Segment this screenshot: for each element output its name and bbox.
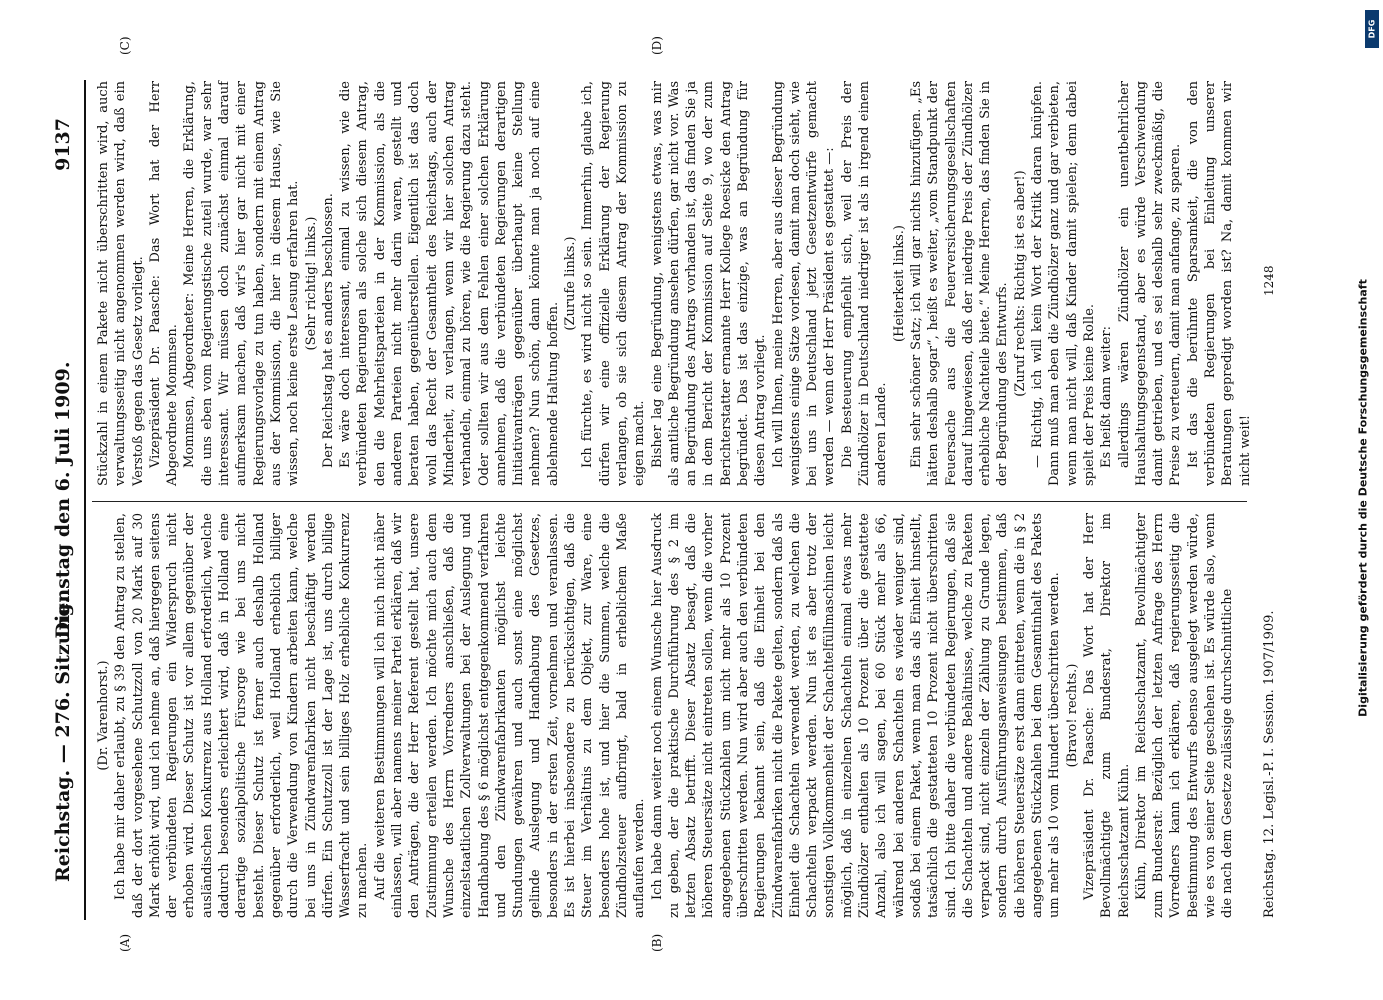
paragraph: Bisher lag eine Begründung, wenigstens etwas, was mir als amtliche Begründung ansehen dürfen, gar nicht vor. Was an Begründung des Antrags vorhanden ist, das finden Sie ja in dem Bericht der Kommission auf Seite 9, wo der zum Berichterstatter ernannte Herr Kollege Roesicke den Antrag begründet. Das ist das einzige, was an Begründung für diesen Antrag vorliegt. [649, 81, 769, 486]
paragraph: Vizepräsident Dr. Paasche: Das Wort hat der Herr Bevollmächtigte zum Bundesrat, Direktor im Reichsschatzamt Kühn. [1081, 513, 1132, 918]
quote: allerdings wären Zündhölzer ein unentbehrlicher Haushaltungsgegenstand, aber es würde Verschwendung damit getrieben, und es sei deshalb sehr zweckmäßig, die Preise zu verteuern, damit man anfange, zu sparen. [1116, 81, 1184, 486]
margin-mark-c: (C) [118, 36, 132, 55]
digitization-credit [1348, 8, 1378, 988]
paragraph: Ich fürchte, es wird nicht so sein. Immerhin, glaube ich, dürfen wir eine offizielle Erklärung der Regierung verlangen, ob sie sich diesem Antrag der Kommission zu eigen macht. [580, 81, 648, 486]
interjection: (Bravo! rechts.) [1064, 663, 1080, 768]
page-number: 9137 [52, 118, 74, 171]
running-head-left: Reichstag. — 276. Sitzung. [52, 596, 74, 882]
paragraph: Der Reichstag hat es anders beschlossen. [320, 193, 336, 468]
interjection: (Sehr richtig! links.) [303, 216, 319, 351]
dfg-logo [1365, 10, 1379, 48]
paragraph: Es heißt dann weiter: [1099, 326, 1115, 468]
paragraph: Ich habe mir daher erlaubt, zu § 39 den Antrag zu stellen, daß der dort vorgesehene Schutzzoll von 20 Mark auf 30 Mark erhöht wird, und ich nehme an, daß hiergegen seitens der verbündeten Regierungen ein Widerspruch nicht erhoben wird. Dieser Schutz ist vor allem gegenüber der ausländischen Konkurrenz aus Holland erforderlich, welche dadurch besonders erleichtert wird, daß in Holland eine derartige sozialpolitische Fürsorge wie bei uns nicht besteht. Dieser Schutz ist ferner auch deshalb Holland gegenüber erforderlich, weil Holland erheblich billiger durch die Verwendung von Kindern arbeiten kann, welche bei uns in Zündwarenfabriken nicht beschäftigt werden dürfen. Ein Schutzzoll ist der Lage ist, uns durch billige Wasserfracht und sein billiges Holz erhebliche Konkurrenz zu machen. [113, 513, 371, 918]
paragraph: Ein sehr schöner Satz; ich will gar nichts hinzufügen. „Es hätten deshalb sogar“, heißt es weiter, „vom Standpunkt der Feuersache aus die Feuerversicherungsgesellschaften darauf hingewiesen, daß der niedrige Preis der Zündhölzer erhebliche Nachteile biete.“ Meine Herren, das finden Sie in der Begründung des Entwurfs. [908, 81, 1011, 486]
margin-mark-a: (A) [118, 933, 132, 952]
speaker-note: (Dr. Varenhorst.) [96, 660, 111, 771]
interjection: (Zurufe links.) [563, 236, 579, 331]
paragraph: Stückzahl in einem Pakete nicht überschritten wird, auch verwaltungsseitig nicht angenommen werden wird, daß ein Verstoß gegen das Gesetz vorliegt. [96, 81, 146, 486]
paragraph: Mommsen, Abgeordneter: Meine Herren, die Erklärung, die uns eben vom Regierungstische zuteil wurde, war sehr interessant. Wir müssen doch zunächst einmal darauf aufmerksam machen, daß wir's hier gar nicht mit einer Regierungsvorlage zu tun haben, sondern mit einem Antrag aus der Kommission, die hier in diesem Hause, wie Sie wissen, noch keine erste Lesung erfahren hat. [182, 81, 302, 486]
paragraph: Ich habe dann weiter noch einem Wunsche hier Ausdruck zu geben, der die praktische Durchführung des § 2 im letzten Absatz betrifft. Dieser Absatz besagt, daß die höheren Steuersätze nicht eintreten sollen, wenn die vorher angegebenen Stückzahlen um nicht mehr als 10 Prozent überschritten werden. Nun wird aber auch den verbündeten Regierungen bekannt sein, daß die Einheit bei den Zündwarenfabriken nicht die Pakete gelten, sondern daß als Einheit die Schachteln verwendet werden, zu welchen die Schachteln verpackt werden. Nun ist es aber trotz der sonstigen Vollkommenheit der Schachtelfüllmaschinen leicht möglich, daß in einzelnen Schachteln einmal etwas mehr Zündhölzer enthalten als 10 Prozent über die gestattete Anzahl, also ich will sagen, bei 60 Stück mehr als 66, während bei anderen Schachteln es wieder weniger sind, sodaß bei einem Paket, wenn man das als Einheit hinstellt, tatsächlich die gestatteten 10 Prozent nicht überschritten sind. Ich bitte daher die verbündeten Regierungen, daß sie die Schachteln und andere Behältnisse, welche zu Paketen verpackt sind, nicht einzeln der Zählung zu Grunde legen, sondern durch Ausführungsanweisungen bestimmen, daß die höheren Steuersätze erst dann eintreten, wenn die in § 2 angegebenen Stückzahlen bei dem Gesamtinhalt des Pakets um mehr als 10 vom Hundert überschritten werden. [649, 513, 1063, 918]
paragraph: — Richtig, ich will kein Wort der Kritik daran knüpfen. Dann muß man eben die Zündhölzer ganz und gar verbieten, wenn man nicht will, daß Kinder damit spielen; denn dabei spielt der Preis keine Rolle. [1030, 81, 1097, 486]
paragraph: Vizepräsident Dr. Paasche: Das Wort hat der Herr Abgeordnete Mommsen. [147, 81, 181, 486]
signature-mark: 1248 [1262, 265, 1276, 296]
paragraph: Ich will Ihnen, meine Herren, aber aus dieser Begründung wenigstens einige Sätze vorlesen, damit man doch sieht, wie bei uns in Deutschland jetzt Gesetzentwürfe gemacht werden — wenn der Herr Präsident es gestattet —: [770, 81, 838, 486]
footer-session: Reichstag. 12. Legisl.-P. I. Session. 1907/1909. [1262, 610, 1277, 918]
right-column [95, 81, 1254, 486]
interjection: (Heiterkeit links.) [891, 225, 907, 342]
margin-mark-b: (B) [650, 933, 664, 952]
paragraph: Ist das die berühmte Sparsamkeit, die von den verbündeten Regierungen bei Einleitung unserer Beratungen gepredigt worden ist? Na, damit kommen wir nicht weit! [1185, 81, 1253, 486]
interjection: (Zuruf rechts: Richtig ist es aber!) [1012, 170, 1028, 397]
column-separator [92, 501, 1247, 502]
dfg-logo-text: DFG [1367, 19, 1377, 39]
running-head-date: Dienstag den 6. Juli 1909. [52, 361, 74, 639]
header-rule [84, 80, 86, 920]
quote: Die Besteuerung empfiehlt sich, weil der Preis der Zündhölzer in Deutschland niedriger ist als in irgend einem anderen Lande. [839, 81, 890, 486]
paragraph: Auf die weiteren Bestimmungen will ich mich nicht näher einlassen, will aber namens meiner Partei erklären, daß wir den Anträgen, die der Herr Referent gestellt hat, unsere Zustimmung erteilen werden. Ich möchte mich auch dem Wunsche des Herrn Vorredners anschließen, daß die einzelstaatlichen Zollverwaltungen bei der Auslegung und Handhabung des § 6 möglichst entgegenkommend verfahren und den Zündwarenfabrikanten möglichst leichte Stundungen gewähren und auch sonst eine möglichst gelinde Auslegung und Handhabung des Gesetzes, besonders in der ersten Zeit, vornehmen und veranlassen. Es ist hierbei insbesondere zu berücksichtigen, daß die Steuer im Verhältnis zu dem Objekt, zur Ware, eine besonders hohe ist, und hier die Summen, welche die Zündholzsteuer aufbringt, bald in erheblichem Maße auflaufen werden. [372, 513, 648, 918]
margin-mark-d: (D) [650, 36, 664, 55]
left-column [95, 513, 1237, 918]
credit-text: Digitalisierung gefördert durch die Deutsche Forschungsgemeinschaft [1356, 279, 1370, 717]
paragraph: Es wäre doch interessant, einmal zu wissen, wie die verbündeten Regierungen als solche sich diesem Antrag, den die Mehrheitsparteien in der Kommission, als die anderen Parteien nicht mehr darin waren, gestellt und beraten haben, gegenüberstellen. Eigentlich ist das doch wohl das Recht der Gesamtheit des Reichstags, auch der Minderheit, zu verlangen, wenn wir hier solchen Antrag verhandeln, einmal zu hören, wie die Regierung dazu steht. Oder sollten wir aus dem Fehlen einer solchen Erklärung annehmen, daß die verbündeten Regierungen derartigen Initiativanträgen gegenüber überhaupt keine Stellung nehmen? Nun schön, dann könnte man ja noch auf eine ablehnende Haltung hoffen. [338, 81, 561, 486]
paragraph: Kühn, Direktor im Reichsschatzamt, Bevollmächtigter zum Bundesrat: Bezüglich der letzten Anfrage des Herrn Vorredners kann ich erklären, daß regierungsseitig die Bestimmung des Entwurfs ebenso ausgelegt werden würde, wie es von seiner Seite geschehen ist. Es würde also, wenn die nach dem Gesetze zulässige durchschnittliche [1133, 513, 1236, 918]
